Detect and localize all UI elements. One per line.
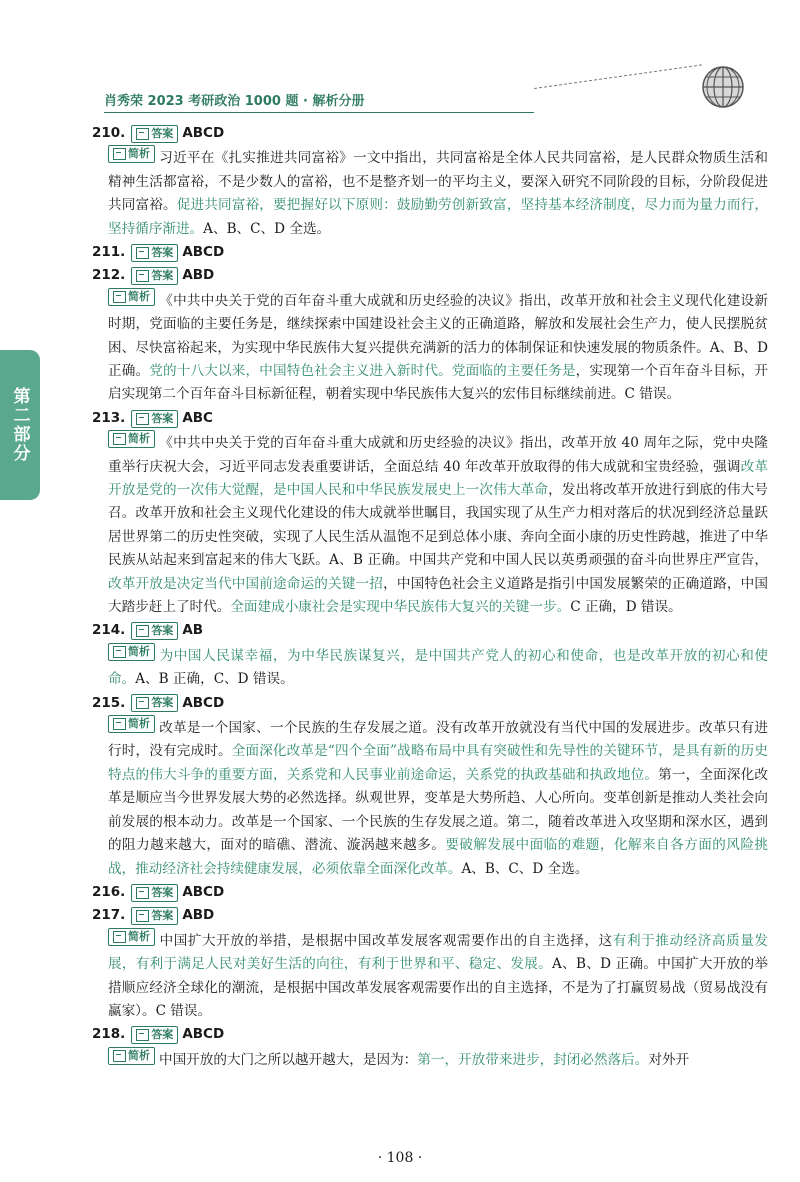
analysis-icon bbox=[113, 291, 126, 303]
analysis-tag bbox=[108, 145, 155, 163]
question-number: 217. bbox=[92, 907, 126, 924]
answer-tag-label: 答案 bbox=[151, 885, 174, 899]
answer-tag-label: 答案 bbox=[151, 624, 174, 638]
page-header bbox=[104, 88, 704, 112]
analysis-text: 中国扩大开放的举措，是根据中国改革发展客观需要作出的自主选择，这 bbox=[159, 932, 613, 949]
question-item bbox=[92, 881, 768, 904]
analysis-tag-label: 简析 bbox=[128, 432, 150, 446]
analysis-tag bbox=[108, 715, 155, 733]
analysis-text: C 正确，D 错误。 bbox=[570, 599, 682, 616]
key-point-text: 改革开放是党的一次伟大觉醒，是中国人民和中华民族发展史上一次伟大革命 bbox=[108, 458, 768, 499]
answer-value: ABCD bbox=[182, 244, 225, 261]
key-point-text: 党的十八大以来，中国特色社会主义进入新时代。党面临的主要任务是 bbox=[149, 363, 576, 380]
answer-tag-label: 答案 bbox=[151, 269, 174, 283]
question-number: 216. bbox=[92, 883, 126, 900]
answer-icon bbox=[136, 413, 149, 425]
answer-tag bbox=[131, 244, 178, 262]
answer-value: ABD bbox=[182, 907, 215, 924]
analysis-tag bbox=[108, 430, 155, 448]
analysis-text: ，实现第一个百年奋斗目标，开启实现第二个百年奋斗目标新征程，朝着实现中华民族伟大复兴的宏伟目标继续前进。C 错误。 bbox=[108, 363, 769, 403]
question-answer-row bbox=[92, 264, 768, 287]
question-item bbox=[92, 619, 768, 691]
analysis-text: 对外开 bbox=[648, 1051, 690, 1068]
answer-icon bbox=[136, 1029, 149, 1041]
book-title: 肖秀荣 2023 考研政治 1000 题 · 解析分册 bbox=[104, 94, 365, 109]
key-point-text: 促进共同富裕，要把握好以下原则：鼓励勤劳创新致富，坚持基本经济制度，尽力而为量力而行，坚持循序渐进。 bbox=[108, 197, 769, 237]
analysis-text: ，发出将改革开放进行到底的伟大号召。改革开放和社会主义现代化建设的伟大成就举世瞩目，我国实现了从生产力相对落后的状况到经济总量跃居世界第二的历史性突破，实现了人民生活从温饱不足到总体小康、奔向全面小康的历史性跨越，推进了中华民族从站起来到富起来的伟大飞跃。A、B 正确。中国共产党和中国人民以英勇顽强的奋斗向世界庄严宣告， bbox=[108, 482, 769, 569]
answer-tag-label: 答案 bbox=[151, 908, 174, 922]
question-answer-row bbox=[92, 1023, 768, 1046]
section-tab: 第二部分 bbox=[0, 350, 40, 500]
question-number: 214. bbox=[92, 622, 126, 639]
analysis-text: A、B、C、D 全选。 bbox=[461, 860, 589, 877]
analysis-text: A、B、C、D 全选。 bbox=[203, 220, 331, 237]
question-answer-row bbox=[92, 881, 768, 904]
question-item bbox=[92, 122, 768, 241]
answer-tag bbox=[131, 267, 178, 285]
key-point-text: 全面建成小康社会是实现中华民族伟大复兴的关键一步。 bbox=[230, 599, 571, 616]
question-answer-row bbox=[92, 407, 768, 430]
question-number: 215. bbox=[92, 694, 126, 711]
analysis-paragraph bbox=[92, 288, 768, 407]
question-answer-row bbox=[92, 122, 768, 145]
answer-tag bbox=[131, 410, 178, 428]
page-number: · 108 · bbox=[377, 1150, 423, 1166]
analysis-text: 《中共中央关于党的百年奋斗重大成就和历史经验的决议》指出，改革开放和社会主义现代化建设新时期，党面临的主要任务是，继续探索中国建设社会主义的正确道路，解放和发展社会生产力，使人民摆脱贫困、尽快富裕起来，为实现中华民族伟大复兴提供充满新的活力的体制保证和快速发展的物质条件。A、B、D 正确。 bbox=[108, 292, 768, 380]
analysis-paragraph bbox=[92, 430, 768, 619]
answer-tag bbox=[131, 907, 178, 925]
analysis-paragraph bbox=[92, 145, 768, 241]
answer-value: ABCD bbox=[182, 883, 225, 900]
analysis-text: A、B、D 正确。中国扩大开放的举措顺应经济全球化的潮流，是根据中国改革发展客观需要作出的自主选择，不是为了打赢贸易战（贸易战没有赢家）。C 错误。 bbox=[108, 956, 769, 1019]
answer-icon bbox=[136, 910, 149, 922]
answer-icon bbox=[136, 887, 149, 899]
answer-tag-label: 答案 bbox=[151, 126, 174, 140]
header-rule bbox=[104, 112, 534, 113]
answer-icon bbox=[136, 270, 149, 282]
analysis-tag bbox=[108, 928, 155, 946]
key-point-text: 为中国人民谋幸福，为中华民族谋复兴，是中国共产党人的初心和使命，也是改革开放的初心和使命。 bbox=[108, 647, 768, 688]
answer-tag bbox=[131, 1026, 178, 1044]
analysis-icon bbox=[113, 148, 126, 160]
analysis-icon bbox=[113, 646, 126, 658]
answer-value: AB bbox=[182, 622, 204, 639]
answer-icon bbox=[136, 247, 149, 259]
analysis-text: 中国开放的大门之所以越开越大，是因为： bbox=[159, 1051, 418, 1068]
question-answer-row bbox=[92, 692, 768, 715]
globe-icon bbox=[700, 64, 746, 110]
answer-icon bbox=[136, 625, 149, 637]
key-point-text: 改革开放是决定当代中国前途命运的关键一招 bbox=[108, 575, 384, 592]
analysis-text: ，中国特色社会主义道路是指引中国发展繁荣的正确道路，中国大踏步赶上了时代。 bbox=[108, 575, 769, 616]
analysis-icon bbox=[113, 433, 126, 445]
analysis-tag-label: 简析 bbox=[128, 1048, 150, 1062]
answer-tag-label: 答案 bbox=[151, 411, 174, 425]
analysis-icon bbox=[113, 1050, 126, 1062]
question-item bbox=[92, 692, 768, 881]
answer-value: ABD bbox=[182, 267, 215, 284]
answer-value: ABC bbox=[182, 409, 213, 426]
question-number: 218. bbox=[92, 1026, 126, 1043]
question-item bbox=[92, 241, 768, 264]
analysis-text: 《中共中央关于党的百年奋斗重大成就和历史经验的决议》指出，改革开放 40 周年之际，党中央隆重举行庆祝大会，习近平同志发表重要讲话，全面总结 40 年改革开放取得的伟大成就和宝贵经验，强调 bbox=[108, 435, 768, 475]
question-number: 210. bbox=[92, 125, 126, 141]
analysis-tag-label: 简析 bbox=[128, 717, 150, 731]
answer-tag-label: 答案 bbox=[151, 245, 174, 259]
analysis-icon bbox=[113, 931, 126, 943]
question-answer-row bbox=[92, 904, 768, 927]
answer-tag-label: 答案 bbox=[151, 1028, 174, 1041]
key-point-text: 全面深化改革是“四个全面”战略布局中具有突破性和先导性的关键环节，是具有新的历史特点的伟大斗争的重要方面，关系党和人民事业前途命运，关系党的执政基础和执政地位。 bbox=[108, 743, 769, 783]
analysis-tag bbox=[108, 643, 155, 661]
question-number: 212. bbox=[92, 267, 126, 284]
key-point-text: 第一，开放带来进步，封闭必然落后。 bbox=[417, 1051, 649, 1068]
analysis-text: 改革是一个国家、一个民族的生存发展之道。没有改革开放就没有当代中国的发展进步。改革只有进行时，没有完成时。 bbox=[108, 720, 768, 760]
analysis-tag bbox=[108, 1047, 155, 1065]
key-point-text: 有利于推动经济高质量发展，有利于满足人民对美好生活的向往，有利于世界和平、稳定、发展。 bbox=[108, 932, 769, 973]
answer-icon bbox=[136, 697, 149, 709]
analysis-icon bbox=[113, 718, 126, 730]
answer-tag bbox=[131, 622, 178, 640]
answer-value: ABCD bbox=[182, 694, 225, 711]
header-dotted-rule bbox=[534, 64, 702, 113]
question-number: 211. bbox=[92, 244, 126, 261]
question-item bbox=[92, 1023, 768, 1072]
answer-tag bbox=[131, 884, 178, 902]
question-number: 213. bbox=[92, 409, 126, 426]
analysis-text: 习近平在《扎实推进共同富裕》一文中指出，共同富裕是全体人民共同富裕，是人民群众物质生活和精神生活都富裕，不是少数人的富裕，也不是整齐划一的平均主义，要深入研究不同阶段的目标，分阶段促进共同富裕。 bbox=[108, 150, 768, 214]
analysis-text: A、B 正确，C、D 错误。 bbox=[135, 671, 294, 688]
question-item bbox=[92, 904, 768, 1023]
analysis-paragraph bbox=[92, 715, 768, 881]
question-item bbox=[92, 264, 768, 406]
analysis-paragraph bbox=[92, 1047, 768, 1072]
answer-value: ABCD bbox=[182, 1026, 225, 1043]
question-answer-row bbox=[92, 241, 768, 264]
analysis-tag bbox=[108, 288, 155, 306]
question-answer-row bbox=[92, 619, 768, 642]
answer-tag bbox=[131, 694, 178, 712]
answer-tag-label: 答案 bbox=[151, 696, 174, 710]
analysis-tag-label: 简析 bbox=[128, 147, 150, 161]
answer-list bbox=[92, 122, 768, 1072]
analysis-tag-label: 简析 bbox=[128, 644, 150, 658]
answer-tag bbox=[131, 125, 178, 143]
key-point-text: 要破解发展中面临的难题，化解来自各方面的风险挑战，推动经济社会持续健康发展，必须依靠全面深化改革。 bbox=[108, 837, 769, 877]
analysis-tag-label: 简析 bbox=[128, 929, 150, 943]
analysis-paragraph bbox=[92, 928, 768, 1024]
answer-value: ABCD bbox=[182, 125, 225, 141]
analysis-text: 第一，全面深化改革是顺应当今世界发展大势的必然选择。纵观世界，变革是大势所趋、人心所向。变革创新是推动人类社会向前发展的根本动力。改革是一个国家、一个民族的生存发展之道。第二，随着改革进入攻坚期和深水区，遇到的阻力越来越大，面对的暗礁、潜流、漩涡越来越多。 bbox=[108, 766, 769, 854]
analysis-tag-label: 简析 bbox=[128, 289, 150, 303]
answer-icon bbox=[136, 128, 149, 140]
question-item bbox=[92, 407, 768, 620]
analysis-paragraph bbox=[92, 643, 768, 692]
